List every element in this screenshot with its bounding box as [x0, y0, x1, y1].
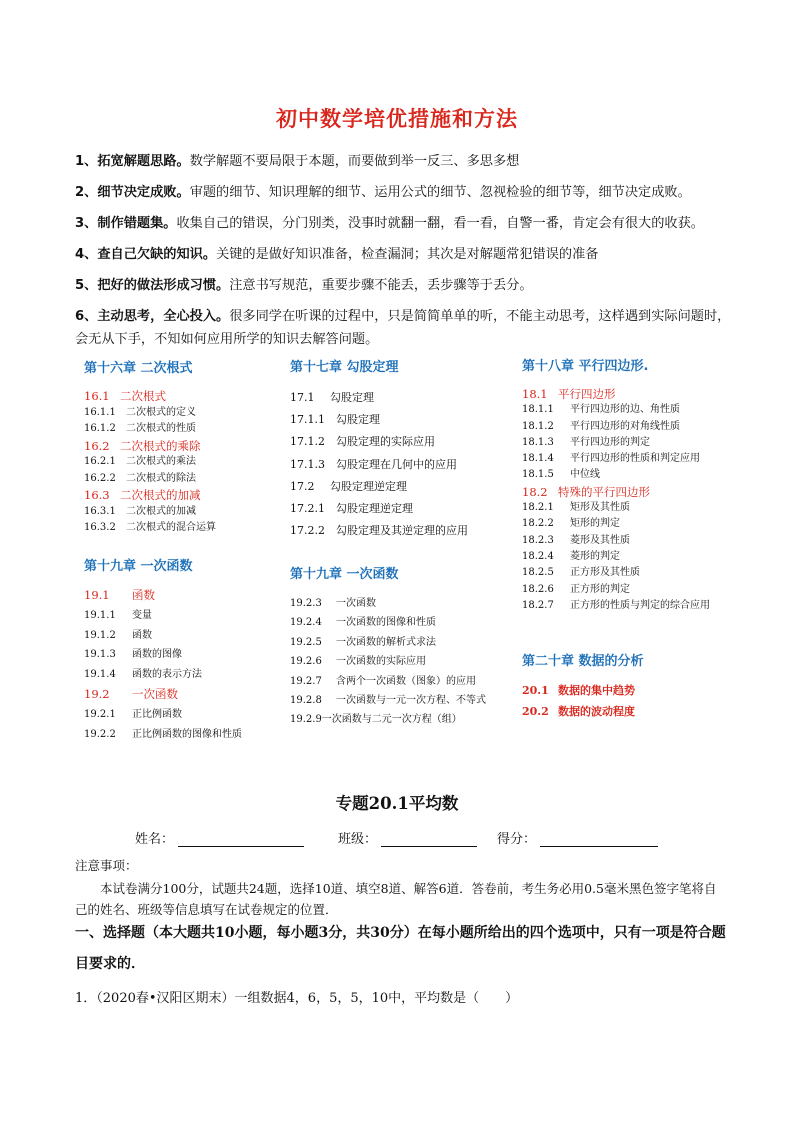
- tip-heading: 3、制作错题集。: [75, 216, 177, 231]
- toc-item: [522, 702, 644, 723]
- score-field[interactable]: [497, 828, 658, 847]
- toc-item: [84, 685, 242, 705]
- notice-label: 注意事项：: [75, 858, 138, 873]
- toc-item: [290, 498, 468, 520]
- toc-item-title: 菱形的判定: [570, 550, 620, 562]
- toc-item-title: 函数: [132, 629, 152, 641]
- toc-item: [522, 467, 710, 483]
- toc-item-number: 18.2.5: [522, 567, 554, 579]
- toc-item-number: 17.1.2: [290, 435, 325, 449]
- toc-item: [522, 582, 710, 598]
- toc-item-title: 正方形的判定: [570, 583, 630, 595]
- toc-item-title: 二次根式的性质: [126, 423, 196, 434]
- toc-item: [84, 438, 216, 455]
- toc-item-title: 二次根式: [120, 389, 166, 403]
- chapter-16-title: 第十六章 二次根式: [84, 361, 193, 376]
- toc-item-title: 矩形及其性质: [570, 502, 630, 514]
- name-field[interactable]: [135, 828, 304, 847]
- toc-item-title: 二次根式的乘除: [120, 438, 201, 453]
- chapter-20: [522, 650, 644, 722]
- page-title: 初中数学培优措施和方法: [276, 107, 518, 131]
- toc-item-number: 17.1: [290, 391, 315, 404]
- toc-item-title: 二次根式的混合运算: [126, 522, 216, 533]
- class-field[interactable]: [338, 828, 477, 847]
- chapter-17-title: 第十七章 勾股定理: [290, 360, 399, 375]
- toc-item-number: 16.2.1: [84, 456, 116, 467]
- toc-item-title: 勾股定理逆定理: [330, 479, 407, 493]
- toc-item-title: 含两个一次函数（图象）的应用: [336, 675, 476, 687]
- toc-item-number: 17.1.3: [290, 457, 325, 471]
- toc-item-title: 平行四边形的边、角性质: [570, 404, 680, 416]
- toc-item: [84, 725, 242, 745]
- toc-item: [84, 645, 242, 665]
- toc-item-number: 18.1.4: [522, 453, 554, 465]
- tip-text: 收集自己的错误，分门别类，没事时就翻一翻，看一看，自警一番，肯定会有很大的收获。: [176, 216, 704, 231]
- toc-item-title: 平行四边形的判定: [570, 436, 650, 448]
- toc-item-title: 正方形的性质与判定的综合应用: [570, 599, 710, 611]
- toc-item: [84, 705, 242, 725]
- chapter-19b-title: 第十九章 一次函数: [290, 567, 399, 582]
- toc-item-number: 19.2.2: [84, 728, 116, 740]
- toc-item: [290, 594, 486, 613]
- toc-item-title: 数据的波动程度: [558, 704, 635, 718]
- toc-item-number: 17.2.2: [290, 524, 325, 538]
- tip-item: [75, 239, 735, 270]
- toc-item: [84, 405, 216, 422]
- toc-item: [84, 421, 216, 438]
- tip-item: [75, 208, 735, 239]
- toc-item-title: 二次根式的除法: [126, 472, 196, 484]
- toc-item-number: 19.2.5: [290, 636, 322, 648]
- toc-item-title: 勾股定理: [336, 413, 380, 427]
- toc-item-number: 19.2.3: [290, 598, 322, 609]
- toc-item-number: 20.2: [522, 704, 549, 718]
- toc-item-title: 函数: [132, 588, 155, 602]
- toc-item-number: 18.2.7: [522, 599, 554, 611]
- toc-item-number: 19.1: [84, 588, 110, 602]
- toc-item-number: 18.2: [522, 484, 548, 499]
- toc-item: [84, 665, 242, 685]
- toc-item-number: 18.1.3: [522, 436, 554, 448]
- toc-item-number: 18.2.4: [522, 550, 554, 562]
- toc-item: [290, 454, 468, 476]
- toc-item-title: 勾股定理逆定理: [336, 501, 413, 515]
- toc-item-title: 勾股定理及其逆定理的应用: [336, 524, 468, 538]
- toc-item-title: 正比例函数: [132, 708, 182, 720]
- toc-item: [290, 710, 486, 729]
- toc-item-number: 18.2.3: [522, 534, 554, 546]
- toc-item-number: 18.2.2: [522, 518, 554, 530]
- chapter-18-title: 第十八章 平行四边形.: [522, 359, 649, 374]
- toc-item-title: 一次函数的图像和性质: [336, 617, 436, 629]
- class-label: 班级：: [338, 832, 378, 847]
- toc-item-title: 中位线: [570, 469, 600, 481]
- toc-item: [290, 476, 468, 498]
- tip-text: 数学解题不要局限于本题，而要做到举一反三、多思多想: [189, 154, 520, 169]
- toc-item-number: 17.1.1: [290, 413, 325, 427]
- toc-item-number: 19.2.8: [290, 694, 322, 706]
- toc-item-title: 特殊的平行四边形: [558, 484, 650, 499]
- toc-item-number: 18.1.1: [522, 404, 554, 416]
- class-blank[interactable]: [381, 831, 477, 847]
- toc-item-number: 19.2.7: [290, 675, 322, 687]
- toc-item-number: 19.1.1: [84, 609, 116, 621]
- toc-item-number: 19.1.2: [84, 629, 116, 641]
- chapter-19a-title: 第十九章 一次函数: [84, 559, 193, 574]
- toc-item-title: 平行四边形: [558, 387, 616, 401]
- toc-item-title: 一次函数: [132, 686, 178, 701]
- toc-item-number: 19.2.6: [290, 656, 322, 668]
- tip-heading: 6、主动思考，全心投入。: [75, 309, 230, 324]
- toc-item-number: 18.2.1: [522, 502, 554, 514]
- toc-item: [522, 451, 710, 467]
- toc-item: [290, 691, 486, 710]
- chapter-18: [522, 355, 710, 614]
- toc-item: [522, 549, 710, 565]
- toc-item-title: 数据的集中趋势: [558, 684, 635, 697]
- toc-item: [84, 626, 242, 646]
- toc-item: [522, 435, 710, 451]
- toc-item-number: 19.1.4: [84, 669, 116, 681]
- toc-item: [522, 386, 710, 402]
- toc-item-number: 17.2.1: [290, 501, 325, 515]
- toc-item: [84, 504, 216, 521]
- toc-item-number: 16.3.2: [84, 522, 116, 533]
- toc-item-number: 16.2: [84, 438, 110, 453]
- section-heading: 一、选择题（本大题共10小题，每小题3分，共30分）在每小题所给出的四个选项中，只有一项是符合题目要求的．: [75, 925, 726, 972]
- toc-item-number: 18.1.2: [522, 420, 554, 432]
- tip-item: [75, 146, 735, 177]
- tip-heading: 1、拓宽解题思路。: [75, 154, 190, 169]
- chapter-16: [84, 357, 216, 537]
- toc-item-title: 函数的图像: [132, 649, 182, 661]
- toc-item: [290, 409, 468, 431]
- toc-item: [522, 516, 710, 532]
- toc-item: [522, 484, 710, 500]
- toc-item-title: 19.2.9一次函数与二元一次方程（组）: [290, 714, 462, 726]
- chapter-17: [290, 356, 468, 542]
- toc-item-number: 16.3: [84, 488, 110, 502]
- score-label: 得分：: [497, 832, 537, 847]
- chapter-19a: [84, 555, 242, 744]
- toc-item-number: 20.1: [522, 684, 549, 697]
- toc-item: [522, 533, 710, 549]
- toc-item: [84, 454, 216, 471]
- toc-item-number: 19.1.3: [84, 649, 116, 661]
- toc-item-number: 16.3.1: [84, 505, 116, 517]
- toc-item: [522, 500, 710, 516]
- tip-item: [75, 301, 735, 351]
- toc-item-title: 勾股定理: [330, 391, 374, 404]
- tip-heading: 5、把好的做法形成习惯。: [75, 278, 230, 293]
- toc-item-title: 二次根式的加减: [120, 488, 201, 502]
- toc-item: [522, 402, 710, 418]
- tip-item: [75, 270, 735, 301]
- toc-item-number: 19.2.1: [84, 708, 116, 720]
- toc-item-title: 勾股定理的实际应用: [336, 435, 435, 449]
- toc-item-title: 正方形及其性质: [570, 567, 640, 579]
- tip-text: 注意书写规范，重要步骤不能丢，丢步骤等于丢分。: [229, 278, 533, 293]
- study-tips: [75, 146, 735, 351]
- toc-item-title: 平行四边形的性质和判定应用: [570, 453, 700, 465]
- toc-item: [522, 565, 710, 581]
- toc-item: [84, 471, 216, 488]
- toc-item-title: 菱形及其性质: [570, 534, 630, 546]
- toc-item-title: 勾股定理在几何中的应用: [336, 457, 457, 471]
- toc-item-number: 16.1: [84, 389, 110, 403]
- toc-item: [290, 613, 486, 632]
- toc-item-number: 16.1.1: [84, 406, 116, 418]
- tip-text: 很多同学在听课的过程中，只是简简单单的听，不能主动思考，这样遇到实际问题时，会无从下手，不知如何应用所学的知识去解答问题。: [75, 309, 731, 347]
- toc-item-title: 二次根式的乘法: [126, 456, 196, 467]
- toc-item: [84, 388, 216, 405]
- toc-item: [522, 598, 710, 614]
- exam-title: 专题20.1平均数: [335, 794, 459, 813]
- toc-item-number: 18.1: [522, 387, 548, 401]
- toc-item-title: 函数的表示方法: [132, 669, 202, 681]
- toc-item-title: 平行四边形的对角线性质: [570, 420, 680, 432]
- toc-item: [290, 652, 486, 671]
- toc-item: [84, 606, 242, 626]
- toc-item-title: 正比例函数的图像和性质: [132, 728, 242, 740]
- toc-item: [522, 419, 710, 435]
- toc-item: [290, 672, 486, 691]
- toc-item-number: 16.1.2: [84, 423, 116, 434]
- toc-item: [290, 520, 468, 542]
- tip-text: 关键的是做好知识准备，检查漏洞；其次是对解题常犯错误的准备: [216, 247, 599, 262]
- toc-item-number: 17.2: [290, 479, 315, 493]
- toc-item-number: 19.2.4: [290, 617, 322, 629]
- toc-item-number: 18.2.6: [522, 583, 554, 595]
- toc-item: [290, 431, 468, 453]
- toc-item-title: 二次根式的定义: [126, 406, 196, 418]
- toc-item-title: 一次函数的实际应用: [336, 656, 426, 668]
- name-label: 姓名：: [135, 832, 175, 847]
- question-1: 1．（2020春•汉阳区期末）一组数据4，6，5，5，10中，平均数是（ ）: [75, 991, 519, 1006]
- toc-item-number: 16.2.2: [84, 472, 116, 484]
- notice-body: 本试卷满分100分，试题共24题，选择10道、填空8道、解答6道．答卷前，考生务必用0.5毫米黑色签字笔将自己的姓名、班级等信息填写在试卷规定的位置．: [75, 881, 717, 917]
- toc-item: [522, 681, 644, 702]
- tip-heading: 2、细节决定成败。: [75, 185, 190, 200]
- toc-item-title: 二次根式的加减: [126, 505, 196, 517]
- toc-item: [290, 633, 486, 652]
- toc-item: [84, 586, 242, 606]
- toc-item-title: 矩形的判定: [570, 518, 620, 530]
- chapter-20-title: 第二十章 数据的分析: [522, 654, 644, 669]
- toc-item: [84, 520, 216, 537]
- toc-item: [290, 387, 468, 409]
- name-blank[interactable]: [178, 831, 304, 847]
- toc-item: [84, 487, 216, 504]
- toc-item-title: 一次函数与一元一次方程、不等式: [336, 694, 486, 706]
- toc-item-number: 18.1.5: [522, 469, 554, 481]
- tip-heading: 4、查自己欠缺的知识。: [75, 247, 217, 262]
- score-blank[interactable]: [540, 831, 658, 847]
- toc-item-title: 一次函数的解析式求法: [336, 636, 436, 648]
- tip-item: [75, 177, 735, 208]
- toc-item-title: 一次函数: [336, 598, 376, 609]
- tip-text: 审题的细节、知识理解的细节、运用公式的细节、忽视检验的细节等，细节决定成败。: [189, 185, 691, 200]
- toc-item-number: 19.2: [84, 686, 110, 701]
- toc-item-title: 变量: [132, 609, 152, 621]
- chapter-19b: [290, 563, 486, 730]
